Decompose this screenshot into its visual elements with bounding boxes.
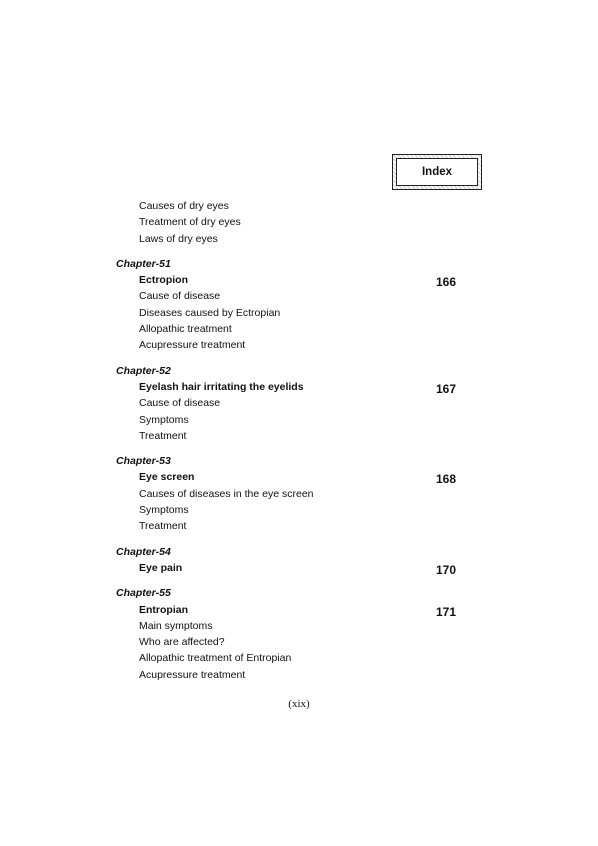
list-item: Treatment: [139, 520, 187, 533]
chapter-section: [116, 256, 476, 354]
list-item: Causes of dry eyes: [139, 200, 229, 212]
index-content: [116, 198, 476, 683]
chapter-title-row: [116, 379, 476, 395]
chapter-label: Chapter-54: [116, 545, 171, 558]
page-number-footer: (xix): [288, 698, 310, 710]
chapter-section: [116, 453, 476, 534]
intro-list: [116, 198, 476, 247]
chapter-title: Eye screen: [139, 471, 195, 484]
chapter-label: Chapter-55: [116, 587, 171, 600]
chapter-page-number: 166: [436, 275, 457, 290]
chapter-page-number: 167: [436, 381, 457, 396]
chapter-title-row: [116, 602, 476, 618]
chapter-page-number: 171: [436, 604, 457, 619]
chapter-section: [116, 544, 476, 577]
chapter-title: Eyelash hair irritating the eyelids: [139, 380, 304, 393]
list-item: Acupressure treatment: [139, 668, 246, 681]
list-item: Symptoms: [139, 413, 189, 426]
chapter-title-row: [116, 272, 476, 288]
chapter-title-row: [116, 469, 476, 485]
list-item: Treatment: [139, 429, 187, 442]
list-item: Cause of disease: [139, 397, 221, 410]
chapter-page-number: 170: [436, 562, 457, 577]
list-item: Allopathic treatment of Entropian: [139, 652, 292, 665]
list-item: Symptoms: [139, 504, 189, 517]
chapter-title: Entropian: [139, 603, 188, 616]
chapter-title: Eye pain: [139, 561, 183, 574]
list-item: Acupressure treatment: [139, 339, 246, 352]
list-item: Main symptoms: [139, 619, 213, 632]
chapter-section: [116, 363, 476, 444]
list-item: Laws of dry eyes: [139, 232, 218, 245]
chapter-page-number: 168: [436, 472, 457, 487]
index-title: Index: [396, 158, 478, 186]
list-item: Treatment of dry eyes: [139, 216, 241, 229]
list-item: Diseases caused by Ectropian: [139, 306, 281, 319]
list-item: Cause of disease: [139, 290, 221, 303]
index-header-box: [392, 154, 482, 190]
chapter-label: Chapter-51: [116, 257, 171, 270]
chapter-title-row: [116, 560, 476, 576]
chapter-label: Chapter-53: [116, 455, 171, 468]
list-item: Causes of diseases in the eye screen: [139, 487, 314, 500]
chapter-title: Ectropion: [139, 274, 188, 287]
chapter-section: [116, 585, 476, 683]
list-item: Allopathic treatment: [139, 323, 232, 336]
list-item: Who are affected?: [139, 636, 225, 649]
chapter-label: Chapter-52: [116, 364, 171, 377]
